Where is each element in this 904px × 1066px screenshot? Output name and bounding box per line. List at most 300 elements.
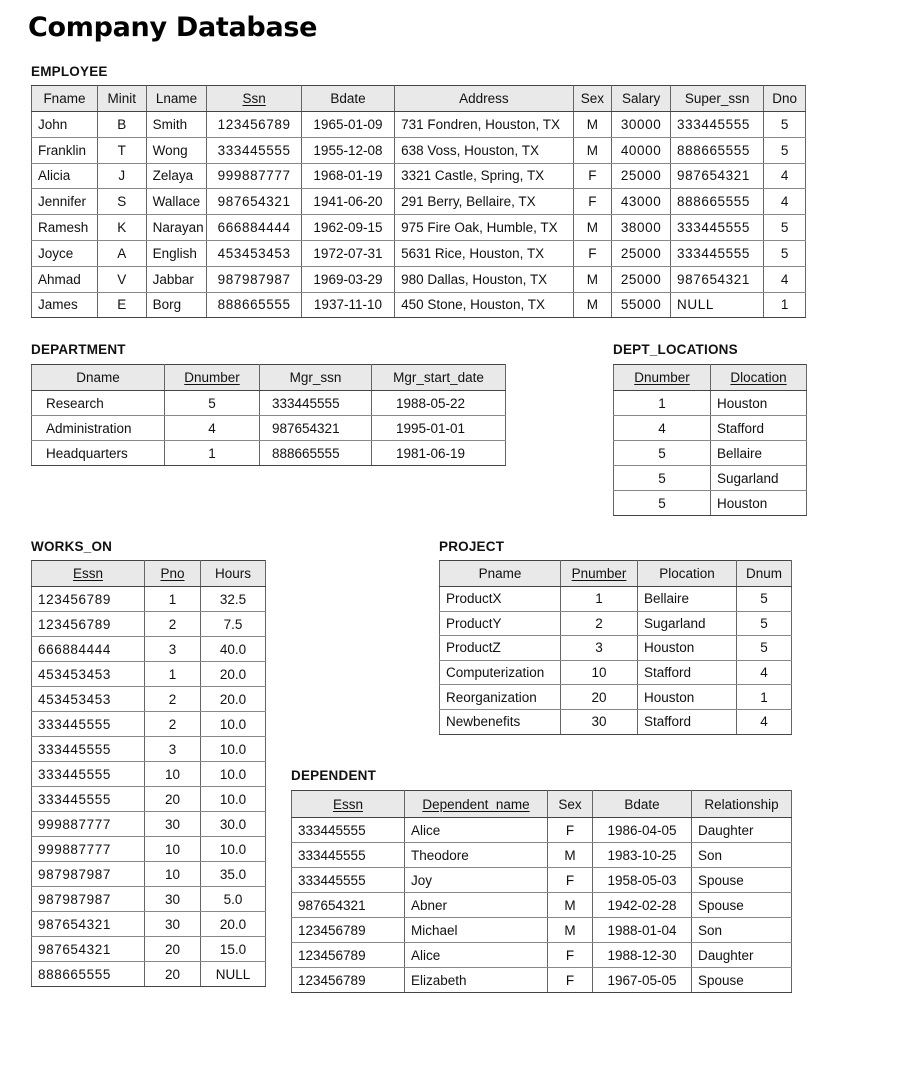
employee-cell: S	[97, 189, 146, 215]
dependent-cell: Spouse	[692, 893, 792, 918]
works-on-cell: 32.5	[201, 587, 266, 612]
dependent-row	[292, 893, 792, 918]
employee-cell: 975 Fire Oak, Humble, TX	[395, 215, 574, 241]
employee-cell: 999887777	[207, 163, 301, 189]
dept-location-row	[614, 391, 807, 416]
department-cell: 5	[165, 391, 260, 416]
dependent-cell: F	[548, 943, 593, 968]
employee-cell: 123456789	[207, 112, 301, 138]
dependent-cell: 1942-02-28	[593, 893, 692, 918]
employee-column-header	[207, 86, 301, 112]
project-cell: ProductX	[440, 587, 561, 612]
dependent-cell: Michael	[405, 918, 548, 943]
employee-cell: 1962-09-15	[301, 215, 394, 241]
dependent-row	[292, 818, 792, 843]
employee-cell: M	[573, 215, 612, 241]
employee-cell: 4	[764, 189, 806, 215]
dept-locations-table-label: DEPT_LOCATIONS	[613, 342, 738, 357]
employee-cell: 453453453	[207, 240, 301, 266]
works-on-cell: 987654321	[32, 912, 145, 937]
works-on-cell: 20	[145, 937, 201, 962]
department-cell: 333445555	[260, 391, 372, 416]
works-on-cell: 3	[145, 737, 201, 762]
employee-column-header-text: Dno	[772, 91, 798, 106]
employee-cell: 25000	[612, 163, 671, 189]
department-cell: Research	[32, 391, 165, 416]
employee-cell: 980 Dallas, Houston, TX	[395, 266, 574, 292]
project-column-header	[638, 561, 737, 587]
department-column-header-text: Mgr_ssn	[289, 370, 342, 385]
employee-cell: 333445555	[207, 137, 301, 163]
dependent-table	[291, 790, 792, 993]
project-column-header-text: Plocation	[659, 566, 715, 581]
employee-column-header	[764, 86, 806, 112]
project-cell: 3	[561, 636, 638, 661]
works-on-cell: 30	[145, 887, 201, 912]
dependent-column-header-text: Bdate	[624, 796, 660, 812]
works-on-cell: 5.0	[201, 887, 266, 912]
employee-column-header	[146, 86, 207, 112]
dependent-cell: Alice	[405, 943, 548, 968]
employee-row	[32, 137, 806, 163]
dept-location-cell: 4	[614, 416, 711, 441]
works-on-cell: 999887777	[32, 837, 145, 862]
project-column-header-text: Dnum	[745, 566, 782, 581]
dependent-cell: Elizabeth	[405, 968, 548, 993]
dependent-cell: M	[548, 893, 593, 918]
project-cell: Bellaire	[638, 587, 737, 612]
department-column-header	[165, 365, 260, 391]
dependent-column-header-text: Dependent_name	[422, 796, 530, 812]
works-on-row	[32, 812, 266, 837]
dept-location-row	[614, 416, 807, 441]
dependent-column-header	[292, 791, 405, 818]
dependent-cell: Spouse	[692, 968, 792, 993]
employee-row	[32, 112, 806, 138]
project-row	[440, 660, 792, 685]
project-cell: 10	[561, 660, 638, 685]
dependent-column-header	[548, 791, 593, 818]
dependent-column-header	[593, 791, 692, 818]
employee-cell: 987654321	[671, 266, 764, 292]
works-on-row	[32, 737, 266, 762]
employee-cell: 1969-03-29	[301, 266, 394, 292]
department-column-header	[372, 365, 506, 391]
employee-cell: 30000	[612, 112, 671, 138]
works-on-cell: 333445555	[32, 787, 145, 812]
dept-location-column-header-text: Dlocation	[730, 370, 787, 385]
project-table	[439, 560, 792, 735]
employee-column-header-text: Address	[459, 91, 509, 106]
project-cell: 20	[561, 685, 638, 710]
dependent-row	[292, 868, 792, 893]
department-column-header-text: Mgr_start_date	[393, 370, 484, 385]
dept-location-cell: Houston	[711, 391, 807, 416]
works-on-row	[32, 962, 266, 987]
works-on-cell: 7.5	[201, 612, 266, 637]
employee-column-header	[301, 86, 394, 112]
dependent-row	[292, 943, 792, 968]
works-on-table	[31, 560, 266, 987]
dependent-cell: 123456789	[292, 968, 405, 993]
project-cell: 4	[737, 660, 792, 685]
employee-row	[32, 266, 806, 292]
works-on-row	[32, 862, 266, 887]
dependent-table-label: DEPENDENT	[291, 768, 377, 783]
project-column-header	[737, 561, 792, 587]
employee-cell: James	[32, 292, 98, 318]
works-on-cell: 123456789	[32, 612, 145, 637]
employee-cell: 1965-01-09	[301, 112, 394, 138]
department-cell: Headquarters	[32, 441, 165, 466]
works-on-row	[32, 787, 266, 812]
employee-cell: 1941-06-20	[301, 189, 394, 215]
dependent-row	[292, 843, 792, 868]
works-on-column-header-text: Hours	[214, 566, 251, 581]
dependent-cell: 333445555	[292, 818, 405, 843]
employee-cell: 450 Stone, Houston, TX	[395, 292, 574, 318]
employee-cell: 38000	[612, 215, 671, 241]
dept-location-column-header	[711, 365, 807, 391]
employee-column-header	[395, 86, 574, 112]
employee-cell: 888665555	[207, 292, 301, 318]
employee-cell: 987654321	[207, 189, 301, 215]
employee-column-header-text: Ssn	[242, 91, 266, 106]
project-cell: ProductZ	[440, 636, 561, 661]
works-on-cell: 2	[145, 612, 201, 637]
works-on-cell: 1	[145, 587, 201, 612]
project-cell: Sugarland	[638, 611, 737, 636]
project-cell: Newbenefits	[440, 709, 561, 734]
employee-cell: 1968-01-19	[301, 163, 394, 189]
department-header-row	[32, 365, 506, 391]
department-cell: 1981-06-19	[372, 441, 506, 466]
employee-cell: Narayan	[146, 215, 207, 241]
works-on-cell: 10	[145, 862, 201, 887]
employee-cell: Alicia	[32, 163, 98, 189]
employee-cell: Ramesh	[32, 215, 98, 241]
employee-column-header-text: Sex	[580, 91, 605, 106]
project-cell: Houston	[638, 636, 737, 661]
works-on-cell: 10.0	[201, 837, 266, 862]
employee-cell: 55000	[612, 292, 671, 318]
project-cell: Houston	[638, 685, 737, 710]
employee-row	[32, 215, 806, 241]
project-column-header-text: Pname	[478, 566, 522, 581]
department-column-header-text: Dnumber	[184, 370, 240, 385]
project-table-label: PROJECT	[439, 539, 505, 554]
dependent-cell: 1983-10-25	[593, 843, 692, 868]
works-on-column-header-text: Pno	[160, 566, 185, 581]
department-cell: Administration	[32, 416, 165, 441]
employee-cell: 1955-12-08	[301, 137, 394, 163]
employee-row	[32, 292, 806, 318]
dependent-cell: Abner	[405, 893, 548, 918]
works-on-cell: 987987987	[32, 887, 145, 912]
employee-column-header-text: Super_ssn	[684, 91, 750, 106]
employee-column-header-text: Minit	[107, 91, 137, 106]
employee-cell: 5631 Rice, Houston, TX	[395, 240, 574, 266]
works-on-cell: 333445555	[32, 762, 145, 787]
employee-table-label: EMPLOYEE	[31, 64, 108, 79]
dept-location-row	[614, 491, 807, 516]
works-on-table-label: WORKS_ON	[31, 539, 113, 554]
works-on-cell: 30	[145, 812, 201, 837]
department-column-header	[260, 365, 372, 391]
employee-cell: Wong	[146, 137, 207, 163]
works-on-cell: 999887777	[32, 812, 145, 837]
employee-cell: K	[97, 215, 146, 241]
employee-row	[32, 163, 806, 189]
project-cell: 5	[737, 636, 792, 661]
employee-cell: 25000	[612, 266, 671, 292]
works-on-cell: 20.0	[201, 687, 266, 712]
works-on-cell: 453453453	[32, 687, 145, 712]
employee-cell: 731 Fondren, Houston, TX	[395, 112, 574, 138]
works-on-cell: 453453453	[32, 662, 145, 687]
employee-cell: 5	[764, 215, 806, 241]
employee-table	[31, 85, 806, 318]
works-on-row	[32, 587, 266, 612]
employee-column-header-text: Bdate	[330, 91, 366, 106]
employee-row	[32, 189, 806, 215]
works-on-cell: 35.0	[201, 862, 266, 887]
employee-cell: 888665555	[671, 137, 764, 163]
dependent-header-row	[292, 791, 792, 818]
works-on-cell: 10.0	[201, 712, 266, 737]
dept-location-cell: 5	[614, 466, 711, 491]
works-on-cell: 333445555	[32, 712, 145, 737]
works-on-cell: 10	[145, 837, 201, 862]
employee-column-header	[97, 86, 146, 112]
employee-cell: 291 Berry, Bellaire, TX	[395, 189, 574, 215]
works-on-row	[32, 662, 266, 687]
works-on-cell: 10.0	[201, 737, 266, 762]
dept-location-row	[614, 466, 807, 491]
department-cell: 4	[165, 416, 260, 441]
dept-location-row	[614, 441, 807, 466]
employee-column-header	[573, 86, 612, 112]
works-on-cell: 333445555	[32, 737, 145, 762]
project-column-header-text: Pnumber	[571, 566, 627, 581]
dependent-cell: 1988-12-30	[593, 943, 692, 968]
dept-location-column-header-text: Dnumber	[634, 370, 690, 385]
project-cell: Computerization	[440, 660, 561, 685]
dependent-column-header-text: Relationship	[704, 796, 779, 812]
department-column-header	[32, 365, 165, 391]
works-on-row	[32, 887, 266, 912]
employee-column-header-text: Fname	[43, 91, 86, 106]
employee-cell: Ahmad	[32, 266, 98, 292]
works-on-cell: 888665555	[32, 962, 145, 987]
works-on-cell: 30.0	[201, 812, 266, 837]
employee-cell: Zelaya	[146, 163, 207, 189]
dept-location-cell: Stafford	[711, 416, 807, 441]
department-cell: 987654321	[260, 416, 372, 441]
dependent-row	[292, 968, 792, 993]
dependent-cell: M	[548, 918, 593, 943]
dept-location-cell: Sugarland	[711, 466, 807, 491]
project-cell: 1	[737, 685, 792, 710]
works-on-column-header	[32, 561, 145, 587]
dependent-cell: Alice	[405, 818, 548, 843]
employee-cell: 40000	[612, 137, 671, 163]
project-cell: 5	[737, 611, 792, 636]
employee-cell: 666884444	[207, 215, 301, 241]
dependent-cell: 333445555	[292, 843, 405, 868]
employee-cell: M	[573, 137, 612, 163]
project-cell: 2	[561, 611, 638, 636]
employee-cell: 1	[764, 292, 806, 318]
works-on-cell: 3	[145, 637, 201, 662]
works-on-row	[32, 612, 266, 637]
employee-cell: 987654321	[671, 163, 764, 189]
project-cell: Stafford	[638, 660, 737, 685]
dept-location-column-header	[614, 365, 711, 391]
employee-cell: 5	[764, 137, 806, 163]
works-on-column-header	[201, 561, 266, 587]
dependent-cell: Spouse	[692, 868, 792, 893]
dependent-cell: F	[548, 868, 593, 893]
employee-cell: 43000	[612, 189, 671, 215]
works-on-row	[32, 712, 266, 737]
employee-cell: 3321 Castle, Spring, TX	[395, 163, 574, 189]
employee-cell: T	[97, 137, 146, 163]
dept-location-cell: 5	[614, 491, 711, 516]
employee-cell: NULL	[671, 292, 764, 318]
employee-cell: 5	[764, 112, 806, 138]
employee-cell: B	[97, 112, 146, 138]
employee-cell: M	[573, 266, 612, 292]
employee-cell: M	[573, 112, 612, 138]
dept-location-cell: Bellaire	[711, 441, 807, 466]
employee-cell: M	[573, 292, 612, 318]
employee-cell: F	[573, 189, 612, 215]
project-row	[440, 611, 792, 636]
dependent-cell: 123456789	[292, 943, 405, 968]
employee-cell: 1937-11-10	[301, 292, 394, 318]
project-cell: ProductY	[440, 611, 561, 636]
dependent-cell: 1988-01-04	[593, 918, 692, 943]
works-on-cell: NULL	[201, 962, 266, 987]
dependent-cell: 333445555	[292, 868, 405, 893]
dept-location-cell: 5	[614, 441, 711, 466]
employee-cell: 987987987	[207, 266, 301, 292]
works-on-column-header	[145, 561, 201, 587]
project-cell: Stafford	[638, 709, 737, 734]
project-cell: 5	[737, 587, 792, 612]
employee-cell: Jennifer	[32, 189, 98, 215]
employee-cell: Borg	[146, 292, 207, 318]
works-on-cell: 666884444	[32, 637, 145, 662]
department-row	[32, 391, 506, 416]
works-on-cell: 20	[145, 962, 201, 987]
dependent-cell: Son	[692, 918, 792, 943]
dept-location-cell: 1	[614, 391, 711, 416]
dependent-cell: 1958-05-03	[593, 868, 692, 893]
works-on-cell: 30	[145, 912, 201, 937]
dependent-cell: Daughter	[692, 818, 792, 843]
works-on-cell: 20.0	[201, 912, 266, 937]
employee-cell: J	[97, 163, 146, 189]
works-on-cell: 20	[145, 787, 201, 812]
project-row	[440, 587, 792, 612]
works-on-row	[32, 912, 266, 937]
employee-cell: 1972-07-31	[301, 240, 394, 266]
dependent-cell: F	[548, 818, 593, 843]
employee-column-header-text: Salary	[621, 91, 661, 106]
works-on-cell: 2	[145, 687, 201, 712]
employee-cell: 638 Voss, Houston, TX	[395, 137, 574, 163]
employee-column-header	[671, 86, 764, 112]
department-table	[31, 364, 506, 466]
dependent-row	[292, 918, 792, 943]
department-cell: 1988-05-22	[372, 391, 506, 416]
works-on-row	[32, 762, 266, 787]
employee-cell: John	[32, 112, 98, 138]
project-column-header	[561, 561, 638, 587]
dependent-cell: 987654321	[292, 893, 405, 918]
employee-cell: 333445555	[671, 240, 764, 266]
dependent-cell: Son	[692, 843, 792, 868]
department-row	[32, 416, 506, 441]
employee-cell: F	[573, 163, 612, 189]
works-on-row	[32, 637, 266, 662]
dept-location-cell: Houston	[711, 491, 807, 516]
works-on-cell: 10.0	[201, 762, 266, 787]
employee-cell: Joyce	[32, 240, 98, 266]
dependent-column-header-text: Sex	[558, 796, 582, 812]
works-on-cell: 123456789	[32, 587, 145, 612]
employee-header-row	[32, 86, 806, 112]
works-on-cell: 987654321	[32, 937, 145, 962]
employee-cell: English	[146, 240, 207, 266]
dependent-cell: Daughter	[692, 943, 792, 968]
dependent-column-header	[405, 791, 548, 818]
project-cell: 4	[737, 709, 792, 734]
works-on-cell: 10.0	[201, 787, 266, 812]
page-title: Company Database	[28, 12, 318, 43]
department-cell: 1995-01-01	[372, 416, 506, 441]
dependent-cell: 123456789	[292, 918, 405, 943]
employee-column-header-text: Lname	[155, 91, 198, 106]
project-header-row	[440, 561, 792, 587]
employee-cell: 5	[764, 240, 806, 266]
works-on-cell: 10	[145, 762, 201, 787]
employee-cell: Wallace	[146, 189, 207, 215]
department-column-header-text: Dname	[76, 370, 120, 385]
works-on-column-header-text: Essn	[72, 566, 103, 581]
employee-cell: 25000	[612, 240, 671, 266]
works-on-cell: 40.0	[201, 637, 266, 662]
dependent-cell: 1986-04-05	[593, 818, 692, 843]
project-row	[440, 709, 792, 734]
dependent-cell: M	[548, 843, 593, 868]
works-on-cell: 20.0	[201, 662, 266, 687]
employee-cell: V	[97, 266, 146, 292]
works-on-row	[32, 687, 266, 712]
department-cell: 1	[165, 441, 260, 466]
project-cell: Reorganization	[440, 685, 561, 710]
department-row	[32, 441, 506, 466]
employee-cell: E	[97, 292, 146, 318]
project-cell: 1	[561, 587, 638, 612]
employee-cell: 333445555	[671, 215, 764, 241]
works-on-cell: 2	[145, 712, 201, 737]
works-on-cell: 1	[145, 662, 201, 687]
project-column-header	[440, 561, 561, 587]
employee-cell: 888665555	[671, 189, 764, 215]
